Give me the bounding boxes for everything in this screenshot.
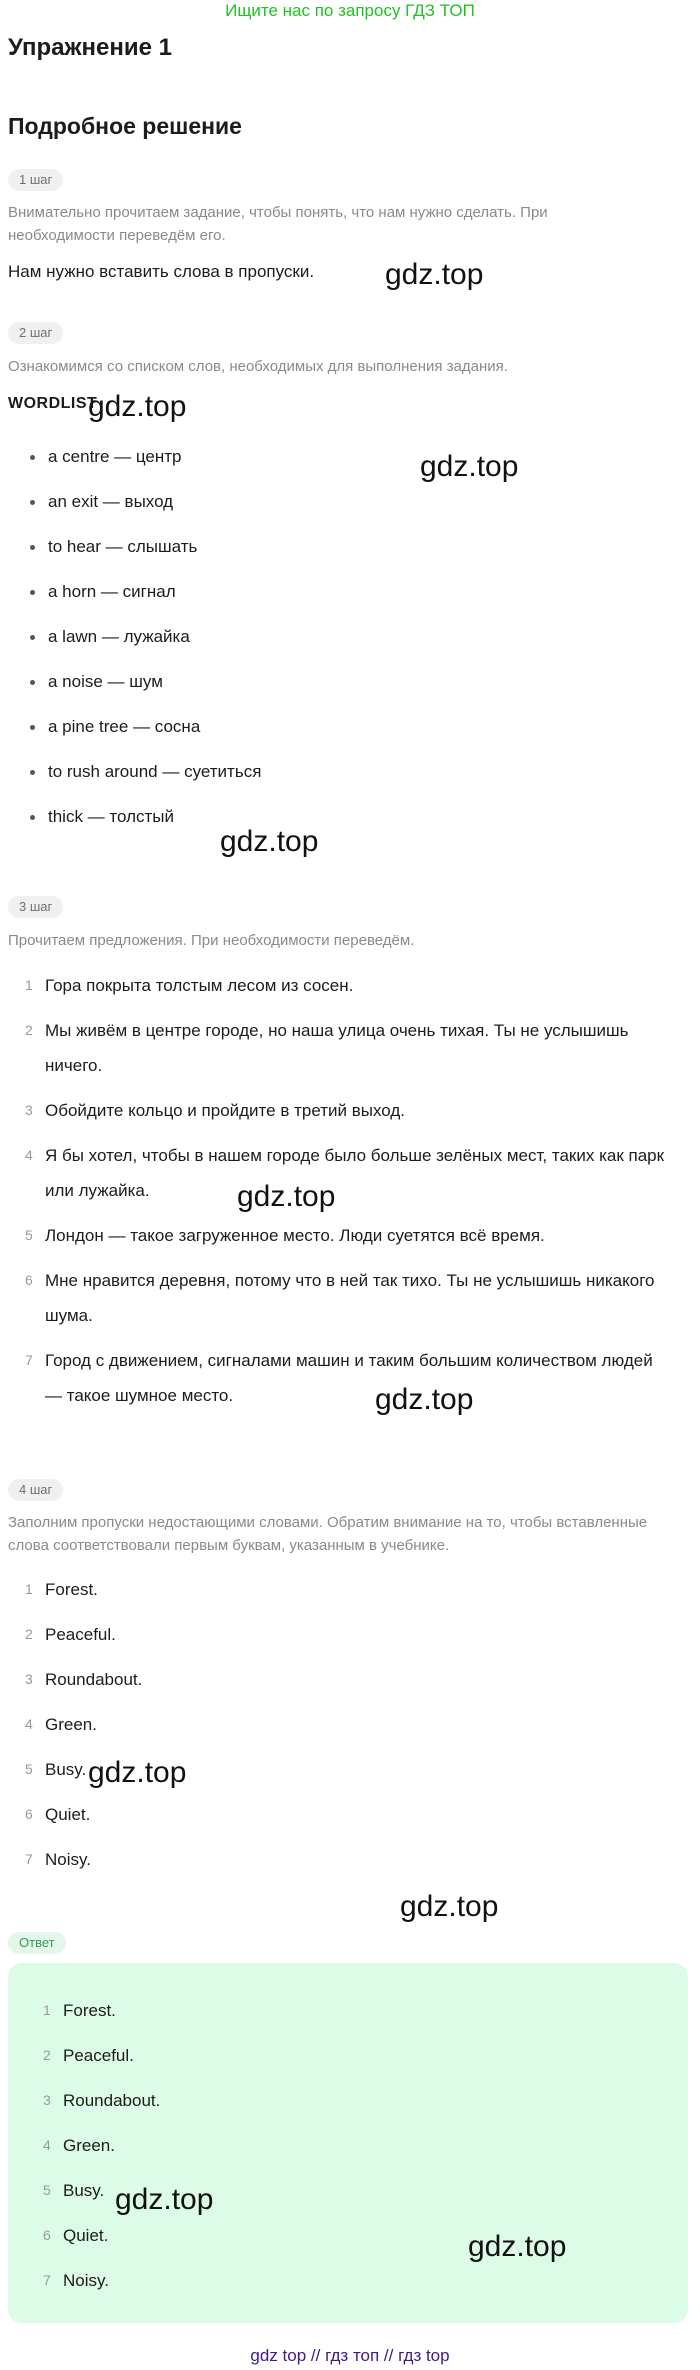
bullet-icon — [30, 590, 35, 595]
step-3-hint: Прочитаем предложения. При необходимости переведём. — [8, 932, 415, 949]
top-banner: Ищите нас по запросу ГДЗ ТОП — [225, 1, 475, 20]
list-item: 1 Forest. — [43, 2001, 116, 2020]
bullet-icon — [30, 815, 35, 820]
watermark: gdz.top — [88, 1756, 187, 1789]
bullet-icon — [30, 770, 35, 775]
step-3-badge: 3 шаг — [8, 896, 63, 918]
step-4-hint: Заполним пропуски недостающими словами. Обратим внимание на то, чтобы вставленные слова соответствовали первым буквам, указанным в учебнике. — [8, 1514, 648, 1554]
step-1-hint: Внимательно прочитаем задание, чтобы понять, что нам нужно сделать. При необходимости переведём его. — [8, 204, 548, 244]
watermark: gdz.top — [237, 1180, 336, 1213]
bullet-icon — [30, 635, 35, 640]
list-item: 6 Мне нравится деревня, потому что в ней так тихо. Ты не услышишь никакого шума. — [25, 1271, 655, 1325]
answer-badge: Ответ — [8, 1932, 66, 1954]
step-4-badge: 4 шаг — [8, 1479, 63, 1501]
list-item: a lawn — лужайка — [26, 620, 261, 665]
list-item: thick — толстый — [26, 800, 261, 845]
bullet-icon — [30, 500, 35, 505]
step-1-badge: 1 шаг — [8, 169, 63, 191]
list-item: 7 Noisy. — [43, 2271, 109, 2290]
solution-title: Подробное решение — [8, 113, 242, 139]
list-item: 3 Roundabout. — [43, 2091, 161, 2110]
list-item: a centre — центр — [26, 440, 261, 485]
final-answer-list — [26, 1993, 666, 2308]
bullet-icon — [30, 455, 35, 460]
watermark: gdz.top — [385, 258, 484, 291]
sentence-list — [8, 968, 668, 1413]
list-item: a pine tree — сосна — [26, 710, 261, 755]
list-item: 2 Мы живём в центре городе, но наша улица очень тихая. Ты не услышишь ничего. — [25, 1021, 629, 1075]
footer-links[interactable]: gdz top // гдз топ // гдз top — [250, 2346, 450, 2365]
list-item: 5 Лондон — такое загруженное место. Люди суетятся всё время. — [25, 1226, 545, 1245]
wordlist-label: WORDLIST — [8, 395, 98, 412]
list-item: 6 Quiet. — [25, 1805, 91, 1824]
step-2-hint: Ознакомимся со списком слов, необходимых для выполнения задания. — [8, 358, 508, 375]
watermark: gdz.top — [400, 1890, 499, 1923]
list-item: 6 Quiet. — [43, 2226, 109, 2245]
list-item: 5 Busy. — [43, 2181, 105, 2200]
list-item: 7 Город с движением, сигналами машин и таким большим количеством людей — такое шумное место. — [25, 1351, 653, 1405]
answer-list — [8, 1572, 668, 1887]
watermark: gdz.top — [420, 450, 519, 483]
list-item: 3 Обойдите кольцо и пройдите в третий выход. — [25, 1101, 405, 1120]
exercise-title: Упражнение 1 — [8, 34, 172, 61]
list-item: 2 Peaceful. — [25, 1625, 116, 1644]
list-item: 2 Peaceful. — [43, 2046, 134, 2065]
bullet-icon — [30, 545, 35, 550]
list-item: a horn — сигнал — [26, 575, 261, 620]
bullet-icon — [30, 680, 35, 685]
step-1-text: Нам нужно вставить слова в пропуски. — [8, 262, 315, 281]
step-2-badge: 2 шаг — [8, 322, 63, 344]
list-item: 4 Green. — [43, 2136, 115, 2155]
list-item: 4 Я бы хотел, чтобы в нашем городе было больше зелёных мест, таких как парк или лужайка. — [25, 1146, 665, 1200]
list-item: to rush around — суетиться — [26, 755, 261, 800]
list-item: an exit — выход — [26, 485, 261, 530]
watermark: gdz.top — [375, 1383, 474, 1416]
watermark: gdz.top — [468, 2230, 567, 2263]
list-item: 4 Green. — [25, 1715, 97, 1734]
list-item: a noise — шум — [26, 665, 261, 710]
list-item: 3 Roundabout. — [25, 1670, 143, 1689]
list-item: 5 Busy. — [25, 1760, 87, 1779]
word-list — [26, 440, 261, 845]
list-item: to hear — слышать — [26, 530, 261, 575]
list-item: 1 Forest. — [25, 1580, 98, 1599]
watermark: gdz.top — [88, 390, 187, 423]
list-item: 1 Гора покрыта толстым лесом из сосен. — [25, 976, 354, 995]
watermark: gdz.top — [220, 825, 319, 858]
watermark: gdz.top — [115, 2183, 214, 2216]
list-item: 7 Noisy. — [25, 1850, 91, 1869]
bullet-icon — [30, 725, 35, 730]
answer-box — [8, 1963, 688, 2323]
